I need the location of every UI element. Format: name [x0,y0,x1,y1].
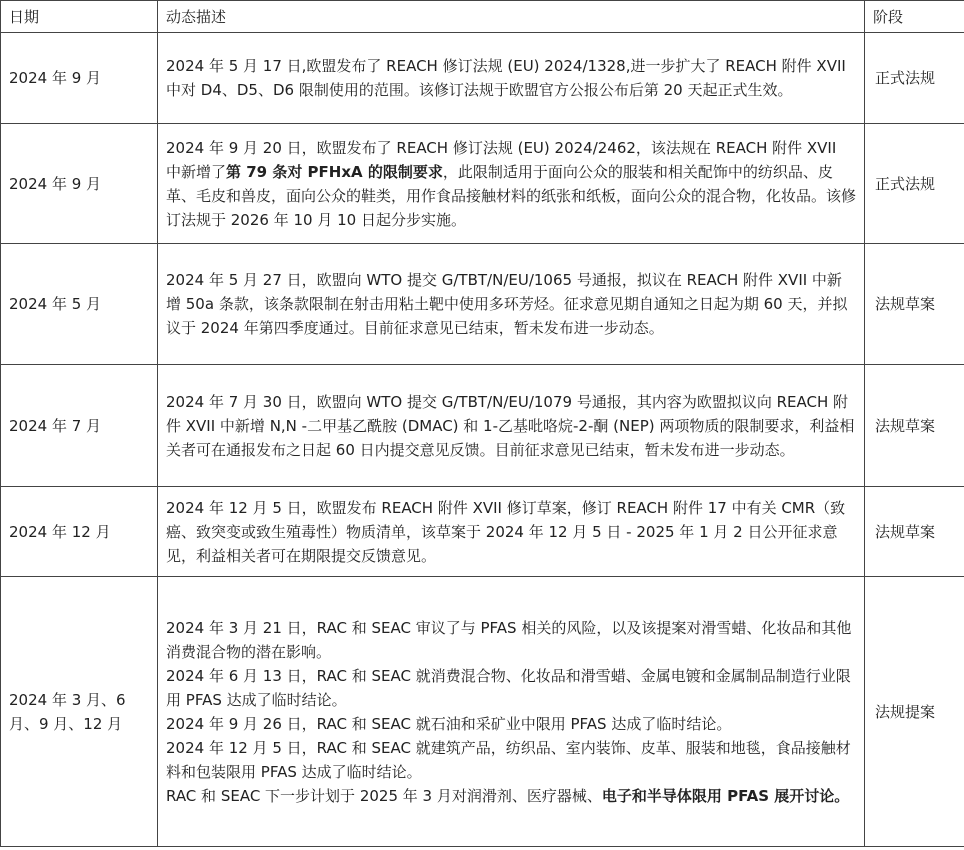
stage-cell: 法规提案 [865,577,964,847]
description-paragraph [166,784,856,808]
description-paragraph: 2024 年 3 月 21 日，RAC 和 SEAC 审议了与 PFAS 相关的风险，以及该提案对滑雪蜡、化妆品和其他消费混合物的潜在影响。 [166,618,852,661]
date-cell: 2024 年 5 月 [1,244,158,365]
stage-cell: 正式法规 [865,124,964,244]
table-row [1,124,964,244]
date-cell: 2024 年 9 月 [1,124,158,244]
header-description: 动态描述 [158,1,865,33]
date-cell: 2024 年 3 月、6 月、9 月、12 月 [1,577,158,847]
stage-cell: 法规草案 [865,244,964,365]
table-row [1,365,964,487]
header-stage: 阶段 [865,1,964,33]
stage-cell: 法规草案 [865,487,964,577]
date-cell: 2024 年 9 月 [1,33,158,124]
description-paragraph: 2024 年 6 月 13 日，RAC 和 SEAC 就消费混合物、化妆品和滑雪蜡、金属电镀和金属制品制造行业限用 PFAS 达成了临时结论。 [166,666,851,709]
header-date: 日期 [1,1,158,33]
description-cell [158,124,865,244]
date-cell: 2024 年 7 月 [1,365,158,487]
description-cell [158,577,865,847]
table-row [1,244,964,365]
description-cell: 2024 年 7 月 30 日，欧盟向 WTO 提交 G/TBT/N/EU/1079 号通报，其内容为欧盟拟议向 REACH 附件 XVII 中新增 N,N -二甲基乙酰胺 (DMAC) 和 1-乙基吡咯烷-2-酮 (NEP) 两项物质的限制要求，利益相关者可在通报发布之日起 60 日内提交意见反馈。目前征求意见已结束，暂未发布进一步动态。 [158,365,865,487]
header-row [1,1,964,33]
description-text: RAC 和 SEAC 下一步计划于 2025 年 3 月对润滑剂、医疗器械、 [166,786,602,805]
table-row [1,33,964,124]
description-highlight: 电子和半导体限用 PFAS 展开讨论。 [601,786,850,805]
description-cell: 2024 年 5 月 27 日，欧盟向 WTO 提交 G/TBT/N/EU/1065 号通报，拟议在 REACH 附件 XVII 中新增 50a 条款，该条款限制在射击用粘土靶中使用多环芳烃。征求意见期自通知之日起为期 60 天，并拟议于 2024 年第四季度通过。目前征求意见已结束，暂未发布进一步动态。 [158,244,865,365]
date-cell: 2024 年 12 月 [1,487,158,577]
description-paragraph: 2024 年 12 月 5 日，RAC 和 SEAC 就建筑产品，纺织品、室内装饰、皮革、服装和地毯，食品接触材料和包装限用 PFAS 达成了临时结论。 [166,738,851,781]
table-row [1,577,964,847]
description-cell: 2024 年 5 月 17 日,欧盟发布了 REACH 修订法规 (EU) 2024/1328,进一步扩大了 REACH 附件 XVII 中对 D4、D5、D6 限制使用的范围。该修订法规于欧盟官方公报公布后第 20 天起正式生效。 [158,33,865,124]
description-highlight: 第 79 条对 PFHxA 的限制要求 [226,162,443,181]
description-cell: 2024 年 12 月 5 日，欧盟发布 REACH 附件 XVII 修订草案，修订 REACH 附件 17 中有关 CMR（致癌、致突变或致生殖毒性）物质清单，该草案于 2024 年 12 月 5 日 - 2025 年 1 月 2 日公开征求意见，利益相关者可在期限提交反馈意见。 [158,487,865,577]
table-row [1,487,964,577]
stage-cell: 正式法规 [865,33,964,124]
stage-cell: 法规草案 [865,365,964,487]
description-text: 2024 年 9 月 20 日，欧盟发布了 REACH 修订法规 (EU) 2024/2462，该法规在 REACH 附件 XVII 中新增了 [166,138,837,181]
description-text: ，此限制适用于面向公众的服装和相关配饰中的纺织品、皮革、毛皮和兽皮，面向公众的鞋类，用作食品接触材料的纸张和纸板，面向公众的混合物，化妆品。该修订法规于 2026 年 10 月 10 日起分步实施。 [166,162,857,229]
description-paragraph: 2024 年 9 月 26 日，RAC 和 SEAC 就石油和采矿业中限用 PFAS 达成了临时结论。 [166,714,732,733]
